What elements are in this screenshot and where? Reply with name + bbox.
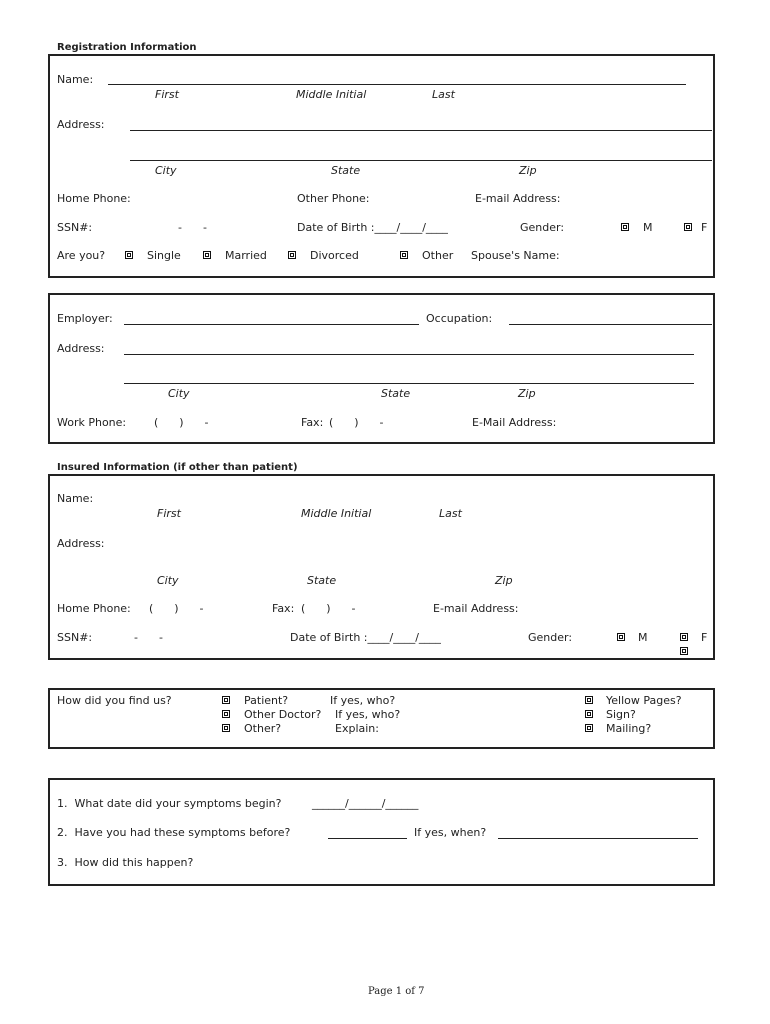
insured-home-phone-label: Home Phone: <box>57 602 131 615</box>
other-status-checkbox[interactable] <box>400 251 408 259</box>
mailing-checkbox[interactable] <box>585 724 593 732</box>
page-number: Page 1 of 7 <box>368 986 425 997</box>
spouse-name-label: Spouse's Name: <box>471 249 560 262</box>
employer-label: Employer: <box>57 312 113 325</box>
employer-fax-label: Fax: <box>301 416 324 429</box>
patient-label: Patient? <box>244 694 289 707</box>
other-doctor-checkbox[interactable] <box>222 710 230 718</box>
sign-label: Sign? <box>606 708 636 721</box>
employer-fax-format: ( ) - <box>329 416 384 429</box>
insured-ssn-label: SSN#: <box>57 631 93 644</box>
insured-zip-caption: Zip <box>495 574 513 587</box>
other-referral-checkbox[interactable] <box>222 724 230 732</box>
patient-who-label: If yes, who? <box>330 694 396 707</box>
symptoms-before-field[interactable] <box>328 838 407 839</box>
last-caption: Last <box>432 88 455 101</box>
insured-name-label: Name: <box>57 492 94 505</box>
other-referral-label: Other? <box>244 722 282 735</box>
yellow-pages-checkbox[interactable] <box>585 696 593 704</box>
employer-field[interactable] <box>124 324 419 325</box>
insured-fax-format: ( ) - <box>301 602 356 615</box>
address-label: Address: <box>57 118 105 131</box>
gender-f-checkbox[interactable] <box>684 223 692 231</box>
address-field[interactable] <box>130 130 712 131</box>
symptoms-date-field[interactable]: ______/______/______ <box>312 797 419 810</box>
zip-caption: Zip <box>519 164 537 177</box>
insured-home-phone-format: ( ) - <box>149 602 204 615</box>
sign-checkbox[interactable] <box>585 710 593 718</box>
address-field-line2[interactable] <box>130 160 712 161</box>
symptoms-when-field[interactable] <box>498 838 698 839</box>
insured-city-caption: City <box>157 574 179 587</box>
employer-zip-caption: Zip <box>518 387 536 400</box>
name-label: Name: <box>57 73 94 86</box>
insured-middle-caption: Middle Initial <box>301 507 372 520</box>
name-field[interactable] <box>108 84 686 85</box>
if-yes-when-label: If yes, when? <box>414 826 487 839</box>
first-caption: First <box>155 88 179 101</box>
work-phone-format: ( ) - <box>154 416 209 429</box>
insured-fax-label: Fax: <box>272 602 295 615</box>
other-phone-label: Other Phone: <box>297 192 370 205</box>
gender-label: Gender: <box>520 221 565 234</box>
divorced-label: Divorced <box>310 249 359 262</box>
symptoms-question-2: 2. Have you had these symptoms before? <box>57 826 291 839</box>
patient-checkbox[interactable] <box>222 696 230 704</box>
middle-initial-caption: Middle Initial <box>296 88 367 101</box>
occupation-field[interactable] <box>509 324 712 325</box>
work-phone-label: Work Phone: <box>57 416 127 429</box>
insured-extra-checkbox[interactable] <box>680 647 688 655</box>
other-doctor-label: Other Doctor? <box>244 708 322 721</box>
married-checkbox[interactable] <box>203 251 211 259</box>
insured-gender-m-checkbox[interactable] <box>617 633 625 641</box>
single-checkbox[interactable] <box>125 251 133 259</box>
divorced-checkbox[interactable] <box>288 251 296 259</box>
referral-question: How did you find us? <box>57 694 172 707</box>
insured-first-caption: First <box>157 507 181 520</box>
insured-dob-label: Date of Birth :____/____/____ <box>290 631 441 644</box>
email-label: E-mail Address: <box>475 192 561 205</box>
gender-m-checkbox[interactable] <box>621 223 629 231</box>
registration-section <box>48 54 715 278</box>
employer-state-caption: State <box>381 387 411 400</box>
employer-address-label: Address: <box>57 342 105 355</box>
doctor-who-label: If yes, who? <box>335 708 401 721</box>
insured-gender-f-checkbox[interactable] <box>680 633 688 641</box>
registration-heading: Registration Information <box>57 42 197 53</box>
home-phone-label: Home Phone: <box>57 192 131 205</box>
insured-heading: Insured Information (if other than patient) <box>57 462 298 473</box>
employer-address-field-line2[interactable] <box>124 383 694 384</box>
gender-m-label: M <box>643 221 653 234</box>
city-caption: City <box>155 164 177 177</box>
insured-state-caption: State <box>307 574 337 587</box>
symptoms-question-1: 1. What date did your symptoms begin? <box>57 797 282 810</box>
insured-last-caption: Last <box>439 507 462 520</box>
ssn-label: SSN#: <box>57 221 93 234</box>
insured-email-label: E-mail Address: <box>433 602 519 615</box>
insured-ssn-dashes: - - <box>134 631 163 644</box>
single-label: Single <box>147 249 181 262</box>
mailing-label: Mailing? <box>606 722 652 735</box>
state-caption: State <box>331 164 361 177</box>
dob-label: Date of Birth :____/____/____ <box>297 221 448 234</box>
employer-city-caption: City <box>168 387 190 400</box>
insured-gender-f-label: F <box>701 631 708 644</box>
gender-f-label: F <box>701 221 708 234</box>
ssn-dashes: - - <box>178 221 207 234</box>
symptoms-question-3: 3. How did this happen? <box>57 856 194 869</box>
occupation-label: Occupation: <box>426 312 493 325</box>
are-you-label: Are you? <box>57 249 106 262</box>
insured-gender-m-label: M <box>638 631 648 644</box>
employer-email-label: E-Mail Address: <box>472 416 557 429</box>
employer-address-field[interactable] <box>124 354 694 355</box>
married-label: Married <box>225 249 267 262</box>
insured-gender-label: Gender: <box>528 631 573 644</box>
yellow-pages-label: Yellow Pages? <box>606 694 682 707</box>
other-status-label: Other <box>422 249 454 262</box>
insured-address-label: Address: <box>57 537 105 550</box>
explain-label: Explain: <box>335 722 379 735</box>
